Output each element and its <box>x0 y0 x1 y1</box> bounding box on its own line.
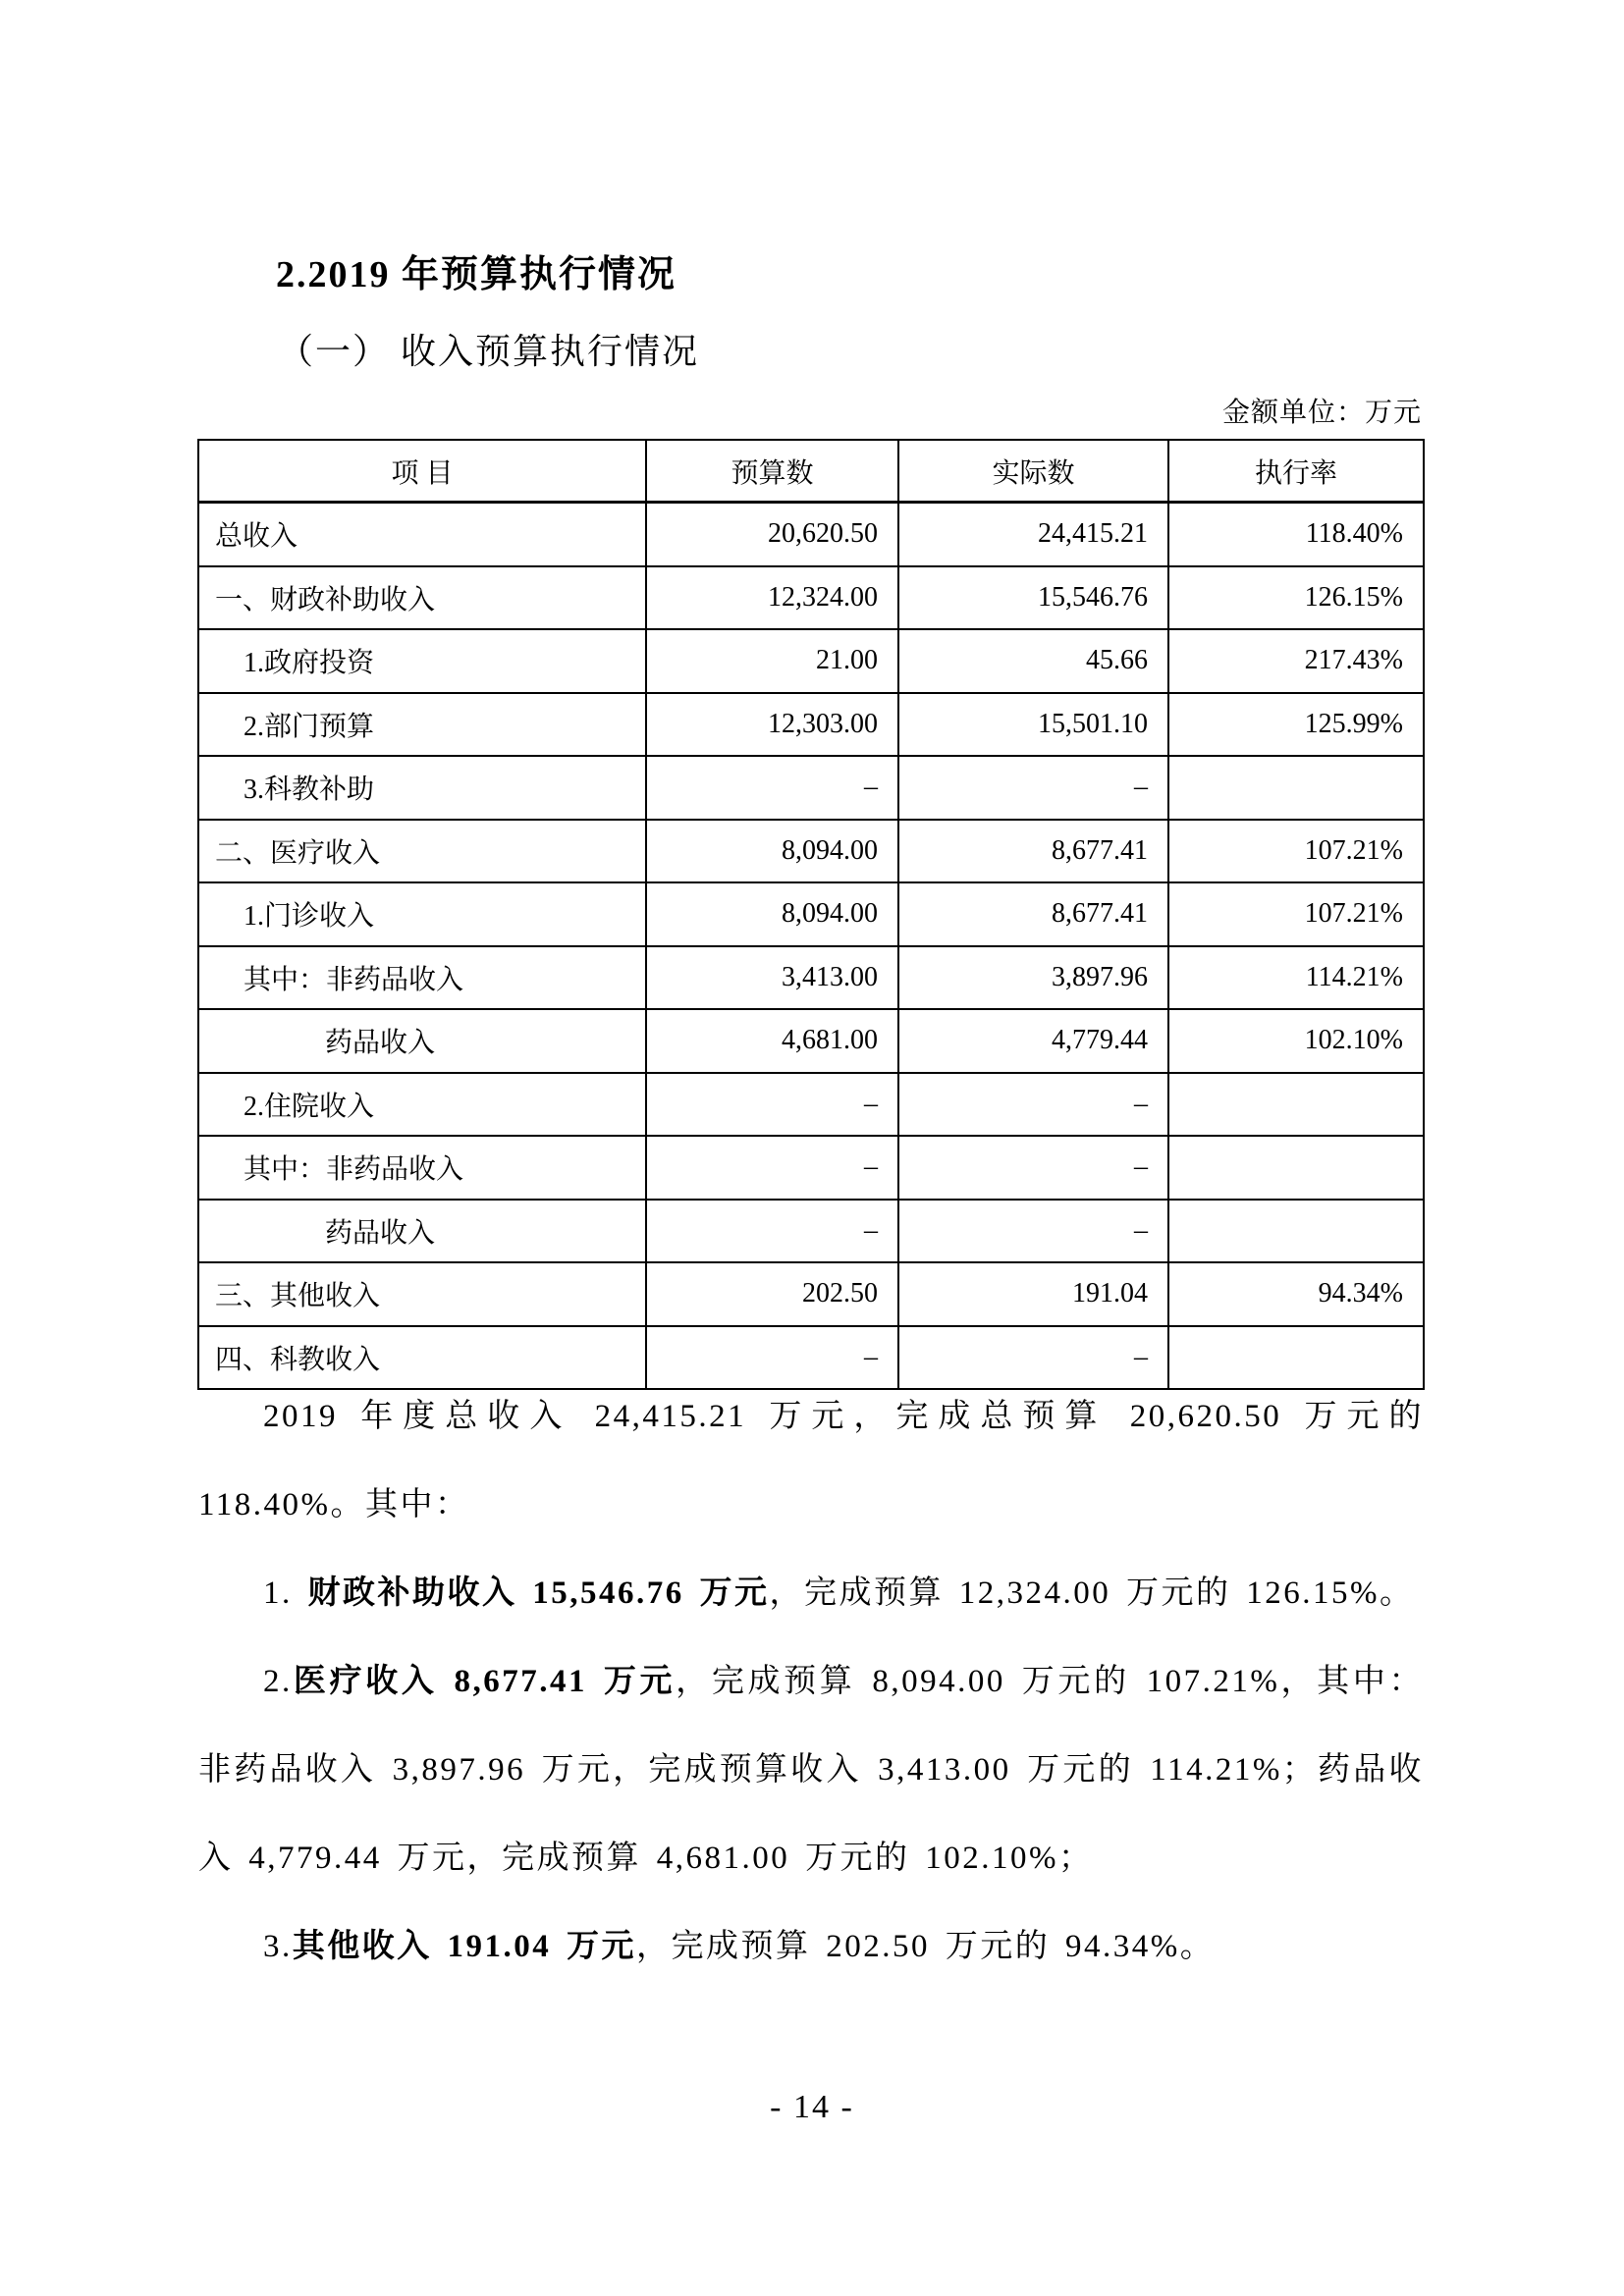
table-row <box>198 1009 1424 1073</box>
actual-cell: – <box>898 756 1168 820</box>
para-text: ，完成预算 8,094.00 万元的 107.21%，其中：非药品收入 3,897.96 万元，完成预算收入 3,413.00 万元的 114.21%；药品收入 4,779.44 万元，完成预算 4,681.00 万元的 102.10%； <box>198 1664 1424 1876</box>
table-row <box>198 882 1424 946</box>
actual-cell: 15,546.76 <box>898 566 1168 630</box>
col-header-rate: 执行率 <box>1168 440 1424 503</box>
page-number: - 14 - <box>770 2089 854 2125</box>
col-header-actual: 实际数 <box>898 440 1168 503</box>
actual-cell: 24,415.21 <box>898 503 1168 566</box>
budget-cell: – <box>646 756 898 820</box>
budget-cell: 8,094.00 <box>646 820 898 883</box>
item-cell: 一、财政补助收入 <box>198 566 646 630</box>
rate-cell: 125.99% <box>1168 693 1424 757</box>
budget-cell: 8,094.00 <box>646 882 898 946</box>
table-row <box>198 1200 1424 1263</box>
item-cell: 2.部门预算 <box>198 693 646 757</box>
col-header-budget: 预算数 <box>646 440 898 503</box>
budget-cell: 12,324.00 <box>646 566 898 630</box>
table-row <box>198 503 1424 566</box>
table-header-row <box>198 440 1424 503</box>
section-title: 2.2019 年预算执行情况 <box>276 254 677 295</box>
rate-cell: 94.34% <box>1168 1262 1424 1326</box>
table-row <box>198 946 1424 1010</box>
para-finance-subsidy <box>198 1549 1424 1637</box>
table-row <box>198 693 1424 757</box>
table-row <box>198 1136 1424 1200</box>
budget-cell: – <box>646 1326 898 1390</box>
col-header-item: 项 目 <box>198 440 646 503</box>
budget-cell: 21.00 <box>646 629 898 693</box>
budget-cell: 202.50 <box>646 1262 898 1326</box>
body-text <box>198 1372 1424 1991</box>
unit-note: 金额单位：万元 <box>1221 398 1422 428</box>
rate-cell: 107.21% <box>1168 820 1424 883</box>
para-medical-income <box>198 1637 1424 1902</box>
rate-cell <box>1168 1200 1424 1263</box>
rate-cell: 118.40% <box>1168 503 1424 566</box>
item-cell: 其中：非药品收入 <box>198 1136 646 1200</box>
item-cell: 三、其他收入 <box>198 1262 646 1326</box>
item-cell: 总收入 <box>198 503 646 566</box>
budget-cell: 20,620.50 <box>646 503 898 566</box>
para-bold-text: 财政补助收入 15,546.76 万元 <box>307 1575 770 1611</box>
table-row <box>198 566 1424 630</box>
actual-cell: 8,677.41 <box>898 820 1168 883</box>
para-bold-text: 其他收入 191.04 万元 <box>292 1929 636 1964</box>
rate-cell <box>1168 756 1424 820</box>
rate-cell: 114.21% <box>1168 946 1424 1010</box>
para-text: 2019 年度总收入 24,415.21 万元，完成总预算 20,620.50 万元的 118.40%。其中： <box>198 1399 1424 1522</box>
budget-cell: 3,413.00 <box>646 946 898 1010</box>
budget-cell: – <box>646 1200 898 1263</box>
para-text: 1. <box>263 1575 308 1611</box>
rate-cell: 126.15% <box>1168 566 1424 630</box>
table-row <box>198 1262 1424 1326</box>
table-row <box>198 629 1424 693</box>
para-text: ，完成预算 12,324.00 万元的 126.15%。 <box>769 1575 1415 1611</box>
item-cell: 2.住院收入 <box>198 1073 646 1137</box>
rate-cell <box>1168 1136 1424 1200</box>
item-cell: 其中：非药品收入 <box>198 946 646 1010</box>
table-header <box>198 440 1424 503</box>
item-cell: 1.政府投资 <box>198 629 646 693</box>
rate-cell: 102.10% <box>1168 1009 1424 1073</box>
actual-cell: 3,897.96 <box>898 946 1168 1010</box>
item-cell: 1.门诊收入 <box>198 882 646 946</box>
budget-cell: – <box>646 1136 898 1200</box>
actual-cell: 45.66 <box>898 629 1168 693</box>
actual-cell: – <box>898 1326 1168 1390</box>
para-text: 3. <box>263 1929 293 1964</box>
item-cell: 3.科教补助 <box>198 756 646 820</box>
table-row <box>198 756 1424 820</box>
budget-cell: – <box>646 1073 898 1137</box>
item-cell: 药品收入 <box>198 1009 646 1073</box>
table-row <box>198 1073 1424 1137</box>
budget-cell: 4,681.00 <box>646 1009 898 1073</box>
para-bold-text: 医疗收入 8,677.41 万元 <box>292 1664 677 1699</box>
actual-cell: 15,501.10 <box>898 693 1168 757</box>
para-other-income <box>198 1902 1424 1991</box>
rate-cell: 107.21% <box>1168 882 1424 946</box>
item-cell: 药品收入 <box>198 1200 646 1263</box>
rate-cell <box>1168 1073 1424 1137</box>
para-text: ，完成预算 202.50 万元的 94.34%。 <box>636 1929 1216 1964</box>
item-cell: 四、科教收入 <box>198 1326 646 1390</box>
actual-cell: – <box>898 1073 1168 1137</box>
rate-cell: 217.43% <box>1168 629 1424 693</box>
actual-cell: – <box>898 1200 1168 1263</box>
actual-cell: 4,779.44 <box>898 1009 1168 1073</box>
actual-cell: 191.04 <box>898 1262 1168 1326</box>
para-total-income <box>198 1372 1424 1549</box>
actual-cell: – <box>898 1136 1168 1200</box>
actual-cell: 8,677.41 <box>898 882 1168 946</box>
table-row <box>198 820 1424 883</box>
subsection-title: （一） 收入预算执行情况 <box>278 332 700 371</box>
para-text: 2. <box>263 1664 293 1699</box>
budget-cell: 12,303.00 <box>646 693 898 757</box>
table-body <box>198 503 1424 1390</box>
item-cell: 二、医疗收入 <box>198 820 646 883</box>
income-budget-table <box>197 439 1425 1390</box>
